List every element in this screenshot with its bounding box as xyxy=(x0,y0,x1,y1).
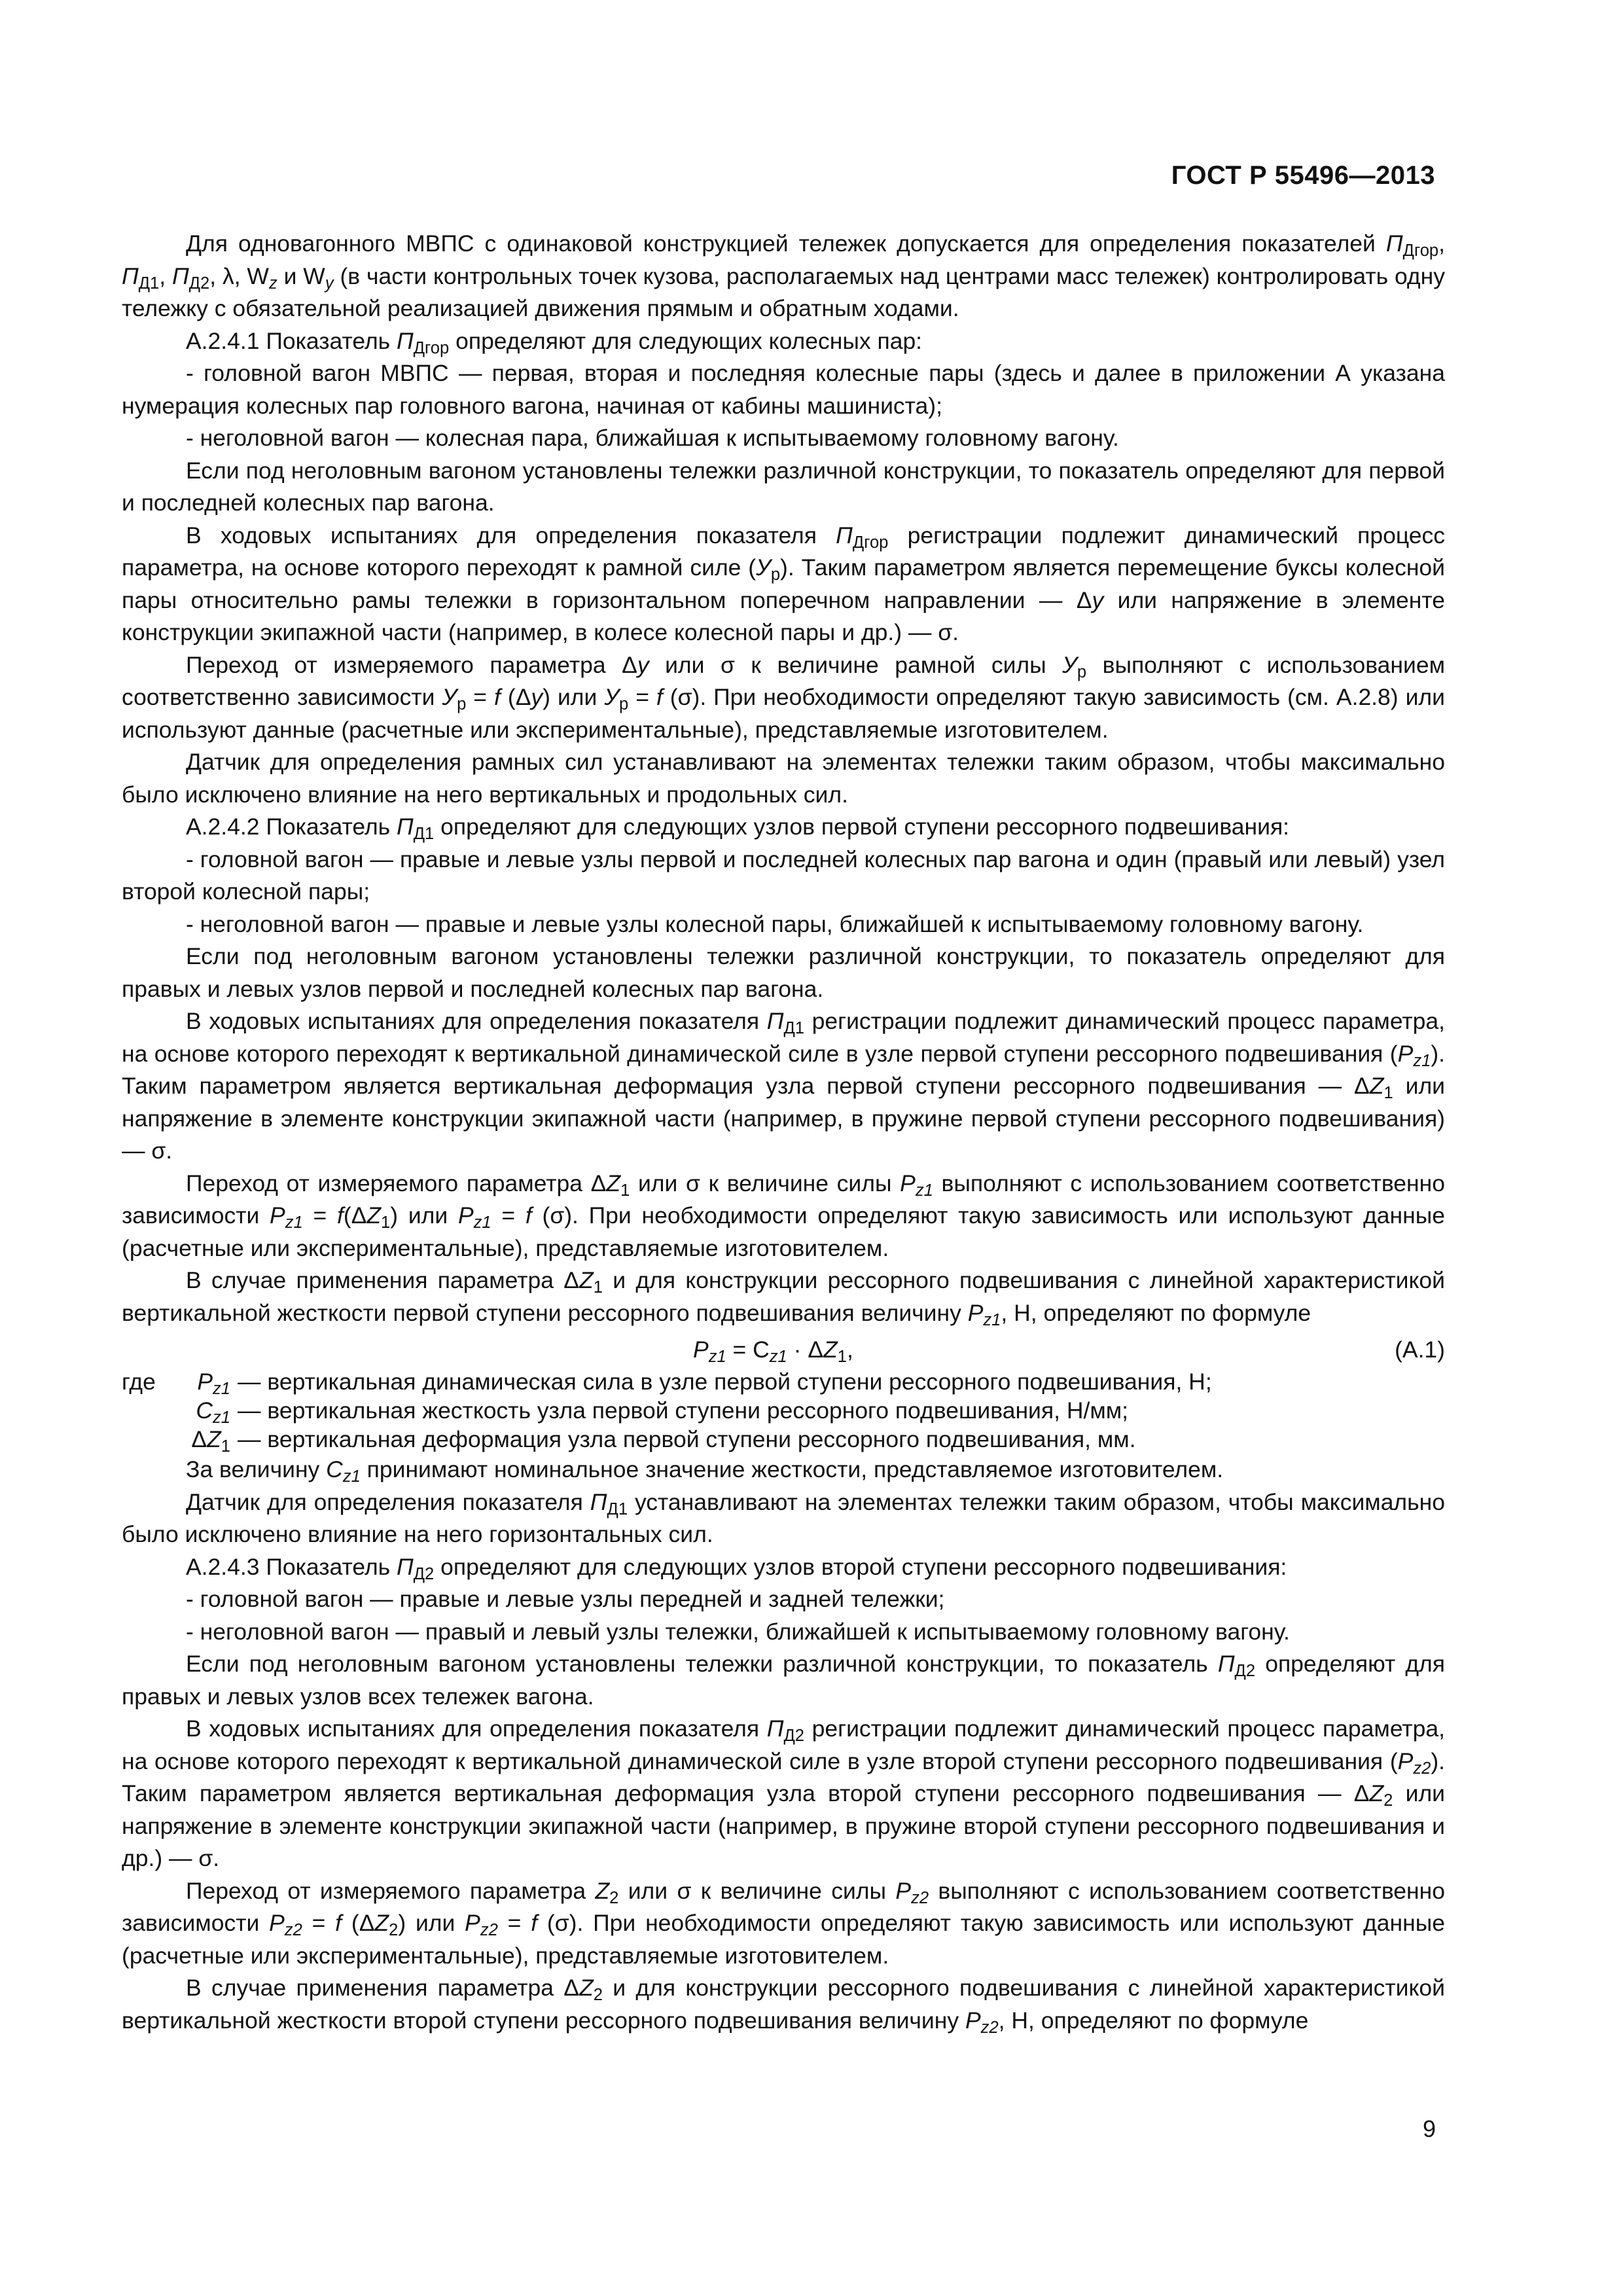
paragraph: В случае применения параметра $\Delta Z_1$ и для конструкции рессорного подвешивания с линейной характеристикой вертикальной жесткости первой ступени рессорного подвешивания величину $P_{z1}$, Н, определяют по формуле xyxy=(122,1267,1445,1329)
section-heading-a242: А.2.4.2 Показатель $П_{Д1}$ определяют для следующих узлов первой ступени рессорного подвешивания: xyxy=(186,814,1290,844)
standard-header: ГОСТ Р 55496—2013 xyxy=(1171,161,1435,190)
paragraph: Если под неголовным вагоном установлены тележки различной конструкции, то показатель определяют для правых и левых узлов первой и последней колесных пар вагона. xyxy=(122,943,1445,1002)
paragraph: Переход от измеряемого параметра Δy или σ к величине рамной силы $У_р$ выполняют с использованием соответственно зависимости $У_р = f$ (Δy) или $У_р = f$ (σ). При необходимости определяют такую зависимость (см. А.2.8) или используют данные (расчетные или экспериментальные), представляемые изготовителем. xyxy=(122,651,1446,743)
list-item: - неголовной вагон — правые и левые узлы колесной пары, ближайшей к испытываемому головному вагону. xyxy=(186,910,1364,937)
paragraph: В ходовых испытаниях для определения показателя $П_{Д2}$ регистрации подлежит динамический процесс параметра, на основе которого переходят к вертикальной динамической силе в узле второй ступени рессорного подвешивания $(P_{z2})$. Таким параметром является вертикальная деформация узла второй ступени рессорного подвешивания — $\Delta Z_2$ или напряжение в элементе конструкции экипажной части (например, в пружине второй ступени рессорного подвешивания и др.) — σ. xyxy=(122,1715,1445,1871)
paragraph: За величину $C_{z1}$ принимают номинальное значение жесткости, представляемое изготовителем. xyxy=(186,1456,1224,1486)
legend-row: $C_{z1}$ — вертикальная жесткость узла первой ступени рессорного подвешивания, Н/мм; xyxy=(196,1397,1129,1427)
legend-row: где $P_{z1}$ — вертикальная динамическая сила в узле первой ступени рессорного подвешивания, Н; xyxy=(122,1369,1212,1399)
paragraph: Переход от измеряемого параметра $\Delta Z_1$ или σ к величине силы $P_{z1}$ выполняют с использованием соответственно зависимости $P_{z1} = f(\Delta Z_1)$ или $P_{z1} = f$ (σ). При необходимости определяют такую зависимость или используют данные (расчетные или экспериментальные), представляемые изготовителем. xyxy=(122,1170,1445,1261)
formula-a1 xyxy=(122,1332,1445,1367)
list-item: - неголовной вагон — правый и левый узлы тележки, ближайшей к испытываемому головному вагону. xyxy=(186,1618,1290,1645)
list-item: - головной вагон — правые и левые узлы первой и последней колесных пар вагона и один (правый или левый) узел второй колесной пары; xyxy=(122,846,1445,905)
paragraph: Для одновагонного МВПС с одинаковой конструкцией тележек допускается для определения показателей $П_{Дгор}$, $П_{Д1}$, $П_{Д2}$, λ, $W_z$ и $W_y$ (в части контрольных точек кузова, располагаемых над центрами масс тележек) контролировать одну тележку с обязательной реализацией движения прямым и обратным ходами. xyxy=(122,230,1445,321)
formula-expression: $P_{z1} = C_{z1} \cdot \Delta Z_1$, xyxy=(693,1336,853,1367)
formula-legend xyxy=(122,1367,1445,1454)
legend-row: $\Delta Z_1$ — вертикальная деформация узла первой ступени рессорного подвешивания, мм. xyxy=(191,1426,1136,1456)
list-item: - головной вагон МВПС — первая, вторая и последняя колесные пары (здесь и далее в приложении А указана нумерация колесных пар головного вагона, начиная от кабины машиниста); xyxy=(122,360,1445,419)
section-heading-a243: А.2.4.3 Показатель $П_{Д2}$ определяют для следующих узлов второй ступени рессорного подвешивания: xyxy=(186,1553,1287,1583)
paragraph: Датчик для определения показателя $П_{Д1}$ устанавливают на элементах тележки таким образом, чтобы максимально было исключено влияние на него горизонтальных сил. xyxy=(122,1488,1445,1547)
formula-number: (A.1) xyxy=(1395,1336,1445,1363)
paragraph: В ходовых испытаниях для определения показателя $П_{Д1}$ регистрации подлежит динамический процесс параметра, на основе которого переходят к вертикальной динамической силе в узле первой ступени рессорного подвешивания $(P_{z1})$. Таким параметром является вертикальная деформация узла первой ступени рессорного подвешивания — $\Delta Z_1$ или напряжение в элементе конструкции экипажной части (например, в пружине первой ступени рессорного подвешивания) — σ. xyxy=(122,1008,1445,1164)
paragraph: Переход от измеряемого параметра $Z_2$ или σ к величине силы $P_{z2}$ выполняют с использованием соответственно зависимости $P_{z2} = f$ $(\Delta Z_2)$ или $P_{z2} = f$ (σ). При необходимости определяют такую зависимость или используют данные (расчетные или экспериментальные), представляемые изготовителем. xyxy=(122,1877,1445,1969)
list-item: - головной вагон — правые и левые узлы передней и задней тележки; xyxy=(186,1586,945,1612)
paragraph: В случае применения параметра $\Delta Z_2$ и для конструкции рессорного подвешивания с линейной характеристикой вертикальной жесткости второй ступени рессорного подвешивания величину $P_{z2}$, Н, определяют по формуле xyxy=(122,1975,1445,2037)
paragraph: В ходовых испытаниях для определения показателя $П_{Дгор}$ регистрации подлежит динамический процесс параметра, на основе которого переходят к рамной силе $(У_р)$. Таким параметром является перемещение буксы колесной пары относительно рамы тележки в горизонтальном поперечном направлении — Δy или напряжение в элементе конструкции экипажной части (например, в колесе колесной пары и др.) — σ. xyxy=(122,522,1446,645)
paragraph: Датчик для определения рамных сил устанавливают на элементах тележки таким образом, чтобы максимально было исключено влияние на него вертикальных и продольных сил. xyxy=(122,749,1445,808)
list-item: - неголовной вагон — колесная пара, ближайшая к испытываемому головному вагону. xyxy=(186,425,1119,451)
page-number: 9 xyxy=(1422,2115,1436,2142)
document-body xyxy=(122,228,1445,2037)
paragraph: Если под неголовным вагоном установлены тележки различной конструкции, то показатель $П_{Д2}$ определяют для правых и левых узлов всех тележек вагона. xyxy=(122,1651,1445,1710)
section-heading-a241: А.2.4.1 Показатель $П_{Дгор}$ определяют для следующих колесных пар: xyxy=(186,327,923,357)
paragraph: Если под неголовным вагоном установлены тележки различной конструкции, то показатель определяют для первой и последней колесных пар вагона. xyxy=(122,457,1445,516)
